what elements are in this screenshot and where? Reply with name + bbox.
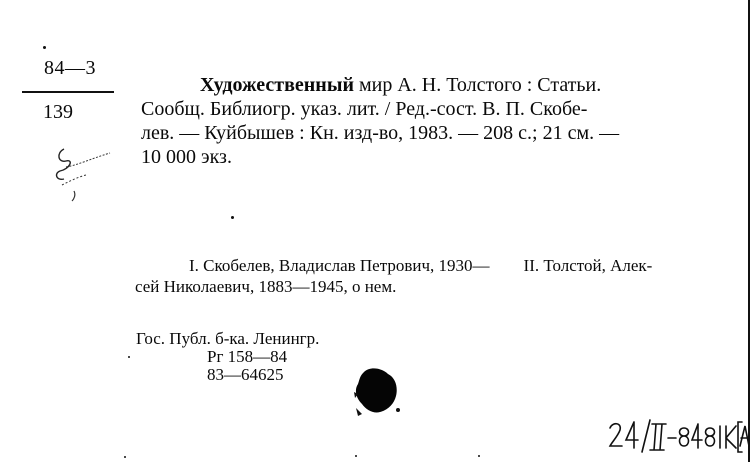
subject-heading-2: II. Толстой, Алек-	[523, 256, 653, 275]
library-info	[136, 330, 319, 384]
classification-bottom: 139	[43, 101, 73, 123]
subject-line-1	[135, 255, 735, 276]
handwritten-shelfmark	[604, 412, 750, 462]
ink-dot	[128, 356, 130, 358]
card-number: 83—64625	[207, 365, 284, 384]
entry-line-1	[141, 73, 749, 97]
subject-line-2: сей Николаевич, 1883—1945, о нем.	[135, 277, 397, 296]
handwritten-mark	[50, 145, 120, 207]
ink-blot	[352, 364, 402, 418]
ink-dot	[43, 46, 46, 49]
entry-title: Художественный	[200, 74, 354, 96]
bibliographic-entry	[141, 73, 749, 169]
subject-heading-1: I. Скобелев, Владислав Петрович, 1930—	[189, 256, 490, 275]
subject-headings	[135, 255, 735, 297]
classification-divider	[22, 91, 114, 93]
entry-line-2: Сообщ. Библиогр. указ. лит. / Ред.-сост. В. П. Скобе-	[141, 98, 588, 120]
library-code: Рг 158—84	[207, 347, 288, 366]
ink-dot	[124, 456, 126, 458]
entry-line-1-rest: мир А. Н. Толстого : Статьи.	[358, 74, 602, 96]
ink-dot	[355, 455, 357, 457]
entry-line-3: лев. — Куйбышев : Кн. изд-во, 1983. — 208 с.; 21 см. —	[141, 122, 620, 144]
classification-top: 84—3	[44, 57, 96, 79]
ink-dot	[478, 455, 480, 457]
library-name: Гос. Публ. б-ка. Ленингр.	[136, 329, 320, 348]
ink-dot	[231, 216, 234, 219]
entry-line-4: 10 000 экз.	[141, 146, 232, 168]
